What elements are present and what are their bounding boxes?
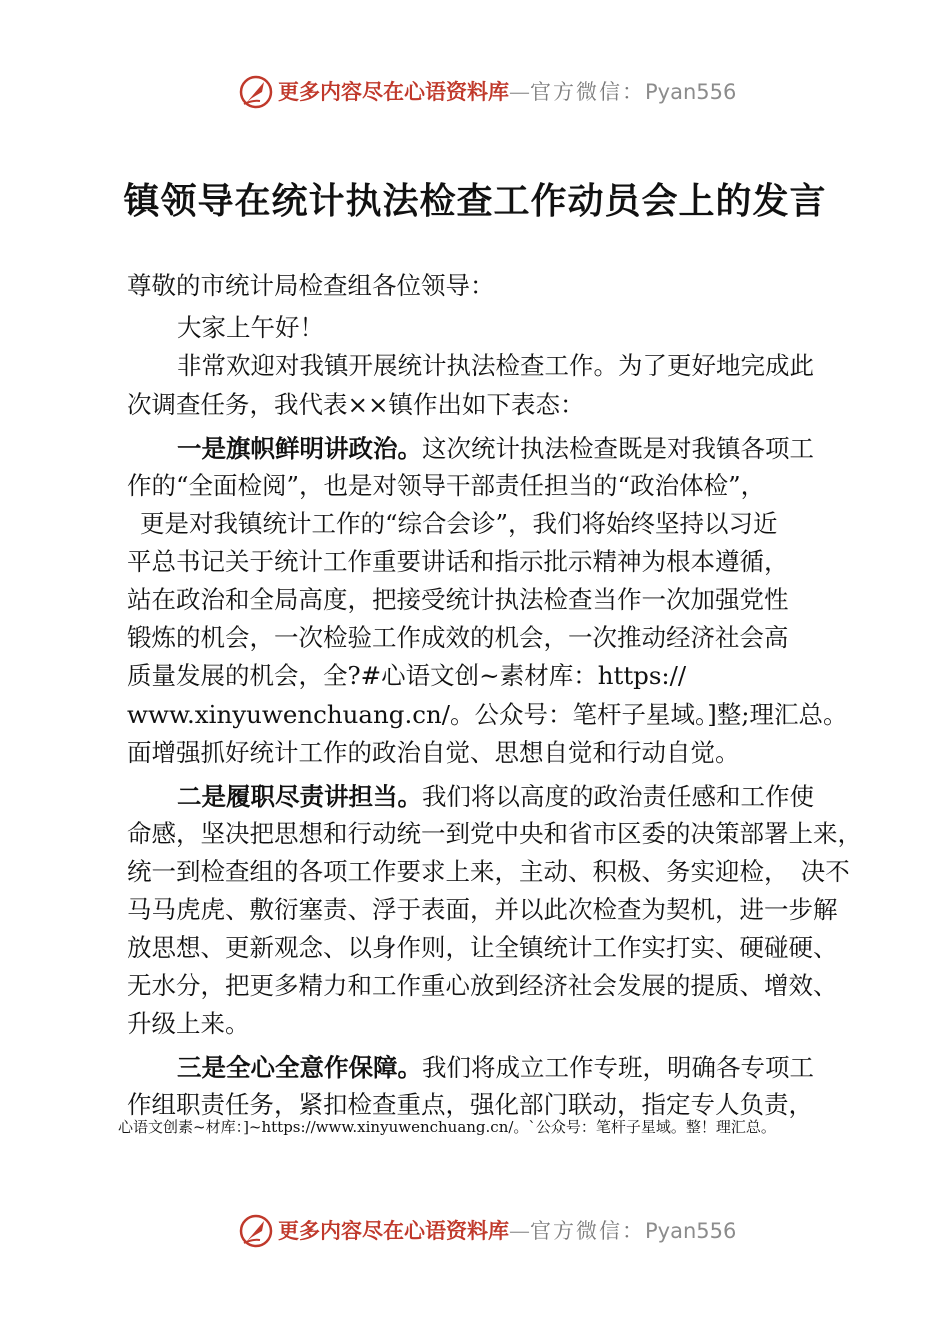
- salutation: 尊敬的市统计局检查组各位领导：: [127, 271, 495, 300]
- body-text: 我们将成立工作专班，明确各专项工: [422, 1053, 814, 1082]
- body-line: 面增强抓好统计工作的政治自觉、思想自觉和行动自觉。: [127, 738, 740, 767]
- body-line: 统一到检查组的各项工作要求上来，主动、积极、务实迎检， 决不: [127, 857, 850, 886]
- point-two-heading: 二是履职尽责讲担当。: [177, 782, 422, 811]
- body-line: 作的“全面检阅”，也是对领导干部责任担当的“政治体检”，: [127, 471, 766, 500]
- paragraph-one-first-line: [177, 433, 814, 465]
- header-banner: [0, 72, 950, 112]
- banner-gray-text: 官方微信：: [530, 80, 645, 104]
- point-one-heading: 一是旗帜鲜明讲政治。: [177, 434, 422, 463]
- body-line: 无水分，把更多精力和工作重心放到经济社会发展的提质、增效、: [127, 971, 838, 1000]
- body-line: 质量发展的机会，全?#心语文创~素材库：https://: [127, 661, 687, 690]
- footnote-watermark-text: 心语文创素~材库：]~https://www.xinyuwenchuang.cn/。`公众号：笔杆子星域。整！理汇总。: [118, 1118, 776, 1136]
- body-line: 更是对我镇统计工作的“综合会诊”，我们将始终坚持以习近: [140, 509, 778, 538]
- paragraph-two-first-line: [177, 781, 814, 813]
- body-line: 锻炼的机会，一次检验工作成效的机会，一次推动经济社会高: [127, 623, 789, 652]
- banner-wechat-id: Pyan556: [645, 80, 737, 104]
- body-text: 我们将以高度的政治责任感和工作使: [422, 782, 814, 811]
- footer-banner: [0, 1211, 950, 1251]
- body-line: 作组职责任务，紧扣检查重点，强化部门联动，指定专人负责，: [127, 1090, 813, 1119]
- body-text: 这次统计执法检查既是对我镇各项工: [422, 434, 814, 463]
- body-line: 马马虎虎、敷衍塞责、浮于表面，并以此次检查为契机，进一步解: [127, 895, 838, 924]
- body-line: 站在政治和全局高度，把接受统计执法检查当作一次加强党性: [127, 585, 789, 614]
- banner-dash: —: [509, 80, 530, 104]
- feather-pen-logo-icon: [238, 1213, 274, 1249]
- banner-wechat-id: Pyan556: [645, 1219, 737, 1243]
- banner-red-text: 更多内容尽在心语资料库: [278, 1218, 509, 1243]
- banner-dash: —: [509, 1219, 530, 1243]
- point-three-heading: 三是全心全意作保障。: [177, 1053, 422, 1082]
- body-line: 升级上来。: [127, 1009, 250, 1038]
- feather-pen-logo-icon: [238, 74, 274, 110]
- greeting: 大家上午好！: [177, 313, 324, 342]
- body-line: 放思想、更新观念、以身作则，让全镇统计工作实打实、硬碰硬、: [127, 933, 838, 962]
- body-line: www.xinyuwenchuang.cn/。公众号：笔杆子星域。]整;理汇总。: [127, 700, 848, 729]
- document-title: 镇领导在统计执法检查工作动员会上的发言: [123, 180, 827, 222]
- body-line: 平总书记关于统计工作重要讲话和指示批示精神为根本遵循，: [127, 547, 789, 576]
- body-line: 非常欢迎对我镇开展统计执法检查工作。为了更好地完成此: [177, 351, 814, 380]
- paragraph-three-first-line: [177, 1052, 814, 1084]
- body-line: 次调查任务，我代表××镇作出如下表态：: [127, 390, 585, 419]
- body-line: 命感，坚决把思想和行动统一到党中央和省市区委的决策部署上来，: [127, 819, 862, 848]
- banner-gray-text: 官方微信：: [530, 1219, 645, 1243]
- banner-red-text: 更多内容尽在心语资料库: [278, 79, 509, 104]
